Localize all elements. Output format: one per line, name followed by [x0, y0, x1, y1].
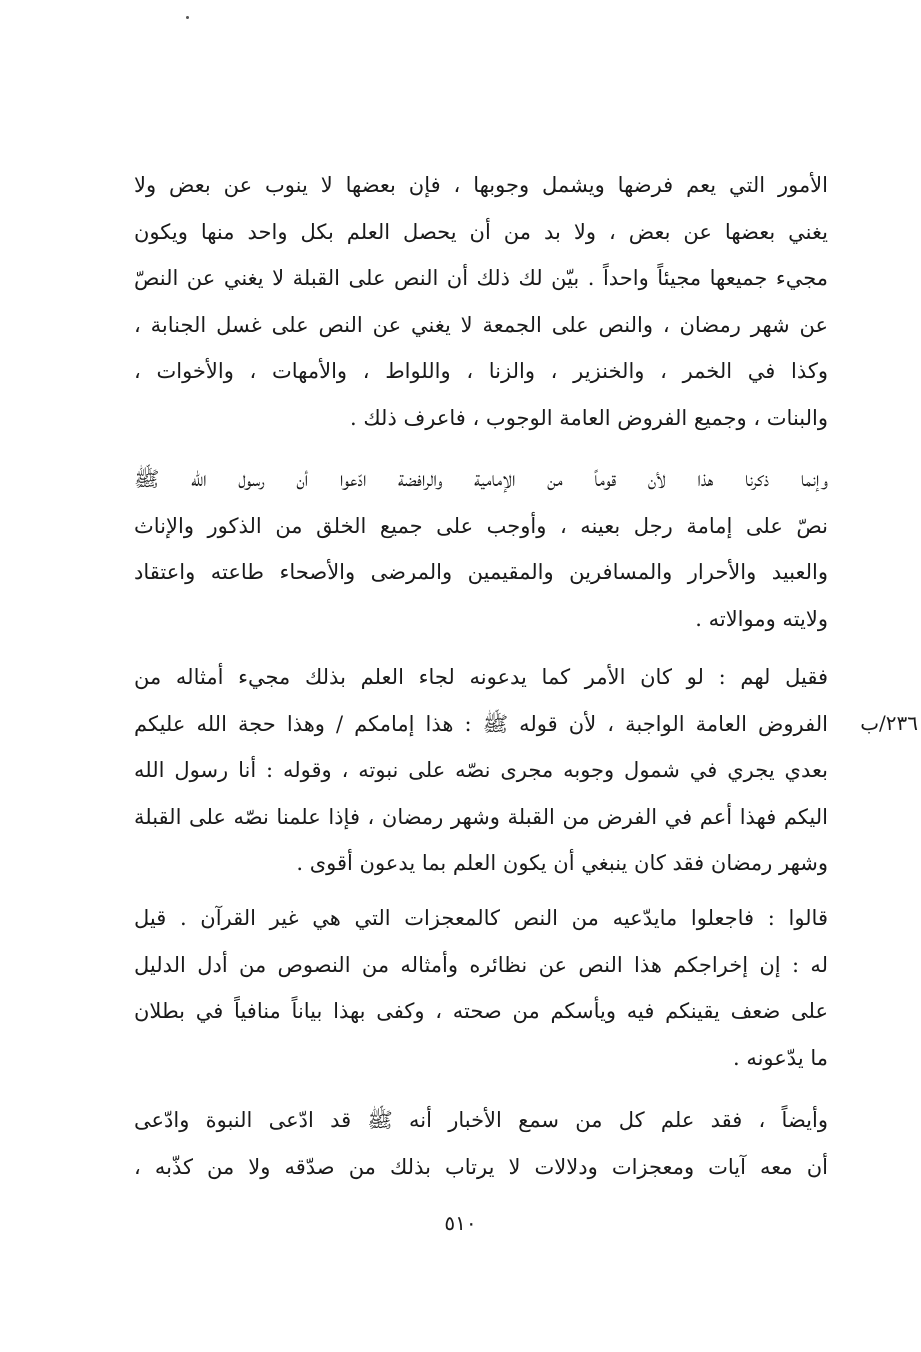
- paragraph-2: [134, 456, 828, 642]
- text-line: يغني بعضها عن بعض ، ولا بد من أن يحصل العلم بكل واحد منها ويكون: [134, 219, 828, 244]
- margin-folio-note: ٢٣٦/ب: [860, 711, 918, 735]
- text-line: ما يدّعونه .: [732, 1045, 828, 1070]
- text-line: الأمور التي يعم فرضها ويشمل وجوبها ، فإن بعضها لا ينوب عن بعض ولا: [134, 173, 828, 197]
- text-line: وإنما ذكرنا هذا لأن قوماً من الإمامية والرافضة ادّعوا أن رسول الله ﷺ: [134, 467, 828, 491]
- text-line: فقيل لهم : لو كان الأمر كما يدعونه لجاء العلم بذلك مجيء أمثاله من: [134, 665, 828, 689]
- text-line: له : إن إخراجكم هذا النص عن نظائره وأمثاله من النصوص من أدل الدليل: [134, 952, 828, 977]
- text-line: على ضعف يقينكم فيه ويأسكم من صحته ، وكفى بهذا بياناً منافياً في بطلان: [134, 999, 828, 1023]
- text-line: نصّ على إمامة رجل بعينه ، وأوجب على جميع الخلق من الذكور والإناث: [134, 513, 828, 538]
- scan-speck: [186, 16, 189, 19]
- text-line: وأيضاً ، فقد علم كل من سمع الأخبار أنه ﷺ قد ادّعى النبوة وادّعى: [134, 1108, 828, 1132]
- paragraph-3: [134, 654, 828, 887]
- paragraph-1: [134, 162, 828, 441]
- paragraph-4: [134, 895, 828, 1081]
- text-line: بعدي يجري في شمول وجوبه مجرى نصّه على نبوته ، وقوله : أنا رسول الله: [134, 758, 828, 782]
- text-line: عن شهر رمضان ، والنص على الجمعة لا يغني عن النص على غسل الجنابة ،: [134, 312, 828, 337]
- text-line: اليكم فهذا أعم في الفرض من القبلة وشهر رمضان ، فإذا علمنا نصّه على القبلة: [134, 804, 828, 829]
- text-line: الفروض العامة الواجبة ، لأن قوله ﷺ : هذا إمامكم / وهذا حجة الله عليكم: [134, 711, 828, 736]
- text-line: والعبيد والأحرار والمسافرين والمقيمين والمرضى والأصحاء طاعته واعتقاد: [134, 560, 828, 584]
- text-line: وكذا في الخمر ، والخنزير ، والزنا ، واللواط ، والأمهات ، والأخوات ،: [134, 359, 828, 383]
- page-number: ٥١٠: [444, 1211, 477, 1235]
- text-line: قالوا : فاجعلوا مايدّعيه من النص كالمعجزات التي هي غير القرآن . قيل: [134, 906, 828, 930]
- text-line: أن معه آيات ومعجزات ودلالات لا يرتاب بذلك من صدّقه ولا من كذّبه ،: [134, 1154, 828, 1179]
- paragraph-5: [134, 1097, 828, 1190]
- text-line: والبنات ، وجميع الفروض العامة الوجوب ، فاعرف ذلك .: [350, 405, 828, 430]
- text-line: ولايته وموالاته .: [695, 606, 828, 631]
- text-line: وشهر رمضان فقد كان ينبغي أن يكون العلم بما يدعون أقوى .: [296, 851, 828, 875]
- text-line: مجيء جميعها مجيئاً واحداً . بيّن لك ذلك أن النص على القبلة لا يغني عن النصّ: [134, 266, 828, 290]
